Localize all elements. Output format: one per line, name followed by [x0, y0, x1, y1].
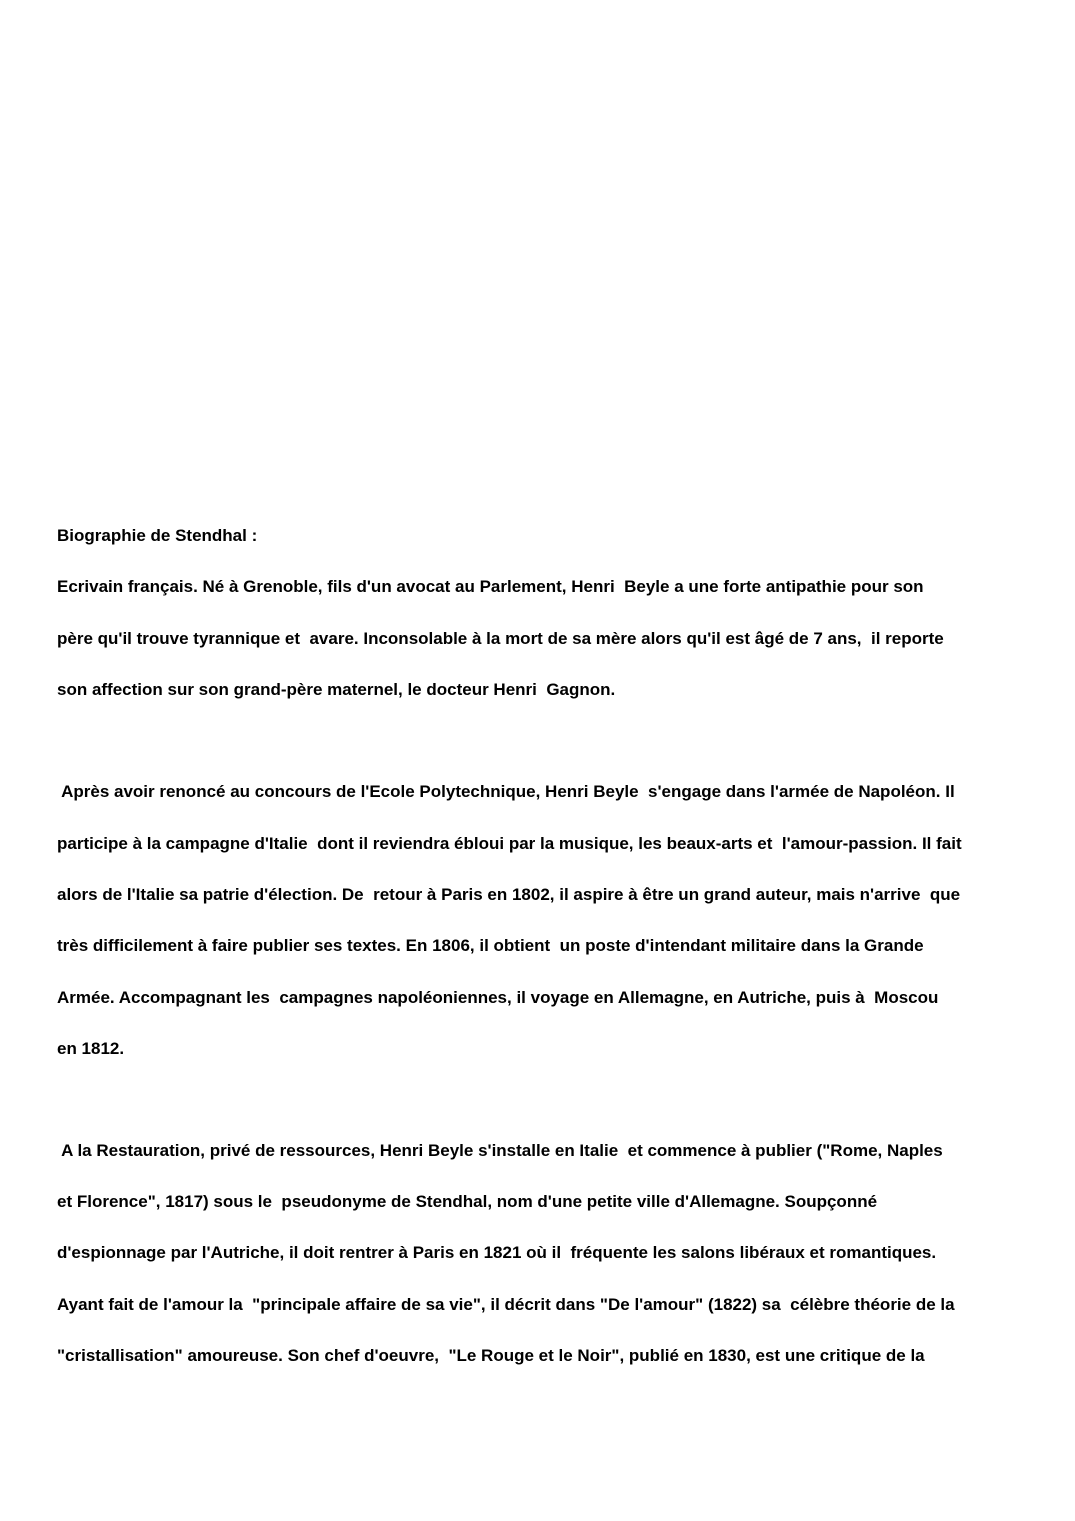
paragraph-1-line-3: son affection sur son grand-père maternel, le docteur Henri Gagnon.: [57, 680, 616, 699]
paragraph-3-line-1: A la Restauration, privé de ressources, Henri Beyle s'installe en Italie et commence à publier ("Rome, Naples: [57, 1141, 943, 1160]
paragraph-2-line-6: en 1812.: [57, 1039, 125, 1058]
paragraph-2-line-3: alors de l'Italie sa patrie d'élection. De retour à Paris en 1802, il aspire à être un grand auteur, mais n'arrive que: [57, 885, 961, 904]
paragraph-1-line-1: Ecrivain français. Né à Grenoble, fils d'un avocat au Parlement, Henri Beyle a une forte antipathie pour son: [57, 577, 924, 596]
paragraph-2-line-1: Après avoir renoncé au concours de l'Ecole Polytechnique, Henri Beyle s'engage dans l'armée de Napoléon. Il: [57, 782, 955, 801]
document-title: Biographie de Stendhal :: [57, 526, 258, 545]
paragraph-3-line-3: d'espionnage par l'Autriche, il doit rentrer à Paris en 1821 où il fréquente les salons libéraux et romantiques.: [57, 1243, 937, 1262]
paragraph-3-line-5: "cristallisation" amoureuse. Son chef d'oeuvre, "Le Rouge et le Noir", publié en 1830, est une critique de la: [57, 1346, 925, 1365]
paragraph-2-line-2: participe à la campagne d'Italie dont il reviendra ébloui par la musique, les beaux-arts et l'amour-passion. Il fait: [57, 834, 962, 853]
paragraph-1-line-2: père qu'il trouve tyrannique et avare. Inconsolable à la mort de sa mère alors qu'il est âgé de 7 ans, il reporte: [57, 629, 944, 648]
paragraph-3-line-2: et Florence", 1817) sous le pseudonyme de Stendhal, nom d'une petite ville d'Allemagne. Soupçonné: [57, 1192, 878, 1211]
paragraph-3-line-4: Ayant fait de l'amour la "principale affaire de sa vie", il décrit dans "De l'amour" (1822) sa célèbre théorie de la: [57, 1295, 955, 1314]
paragraph-2-line-4: très difficilement à faire publier ses textes. En 1806, il obtient un poste d'intendant militaire dans la Grande: [57, 936, 924, 955]
paragraph-2-line-5: Armée. Accompagnant les campagnes napoléoniennes, il voyage en Allemagne, en Autriche, puis à Moscou: [57, 988, 939, 1007]
